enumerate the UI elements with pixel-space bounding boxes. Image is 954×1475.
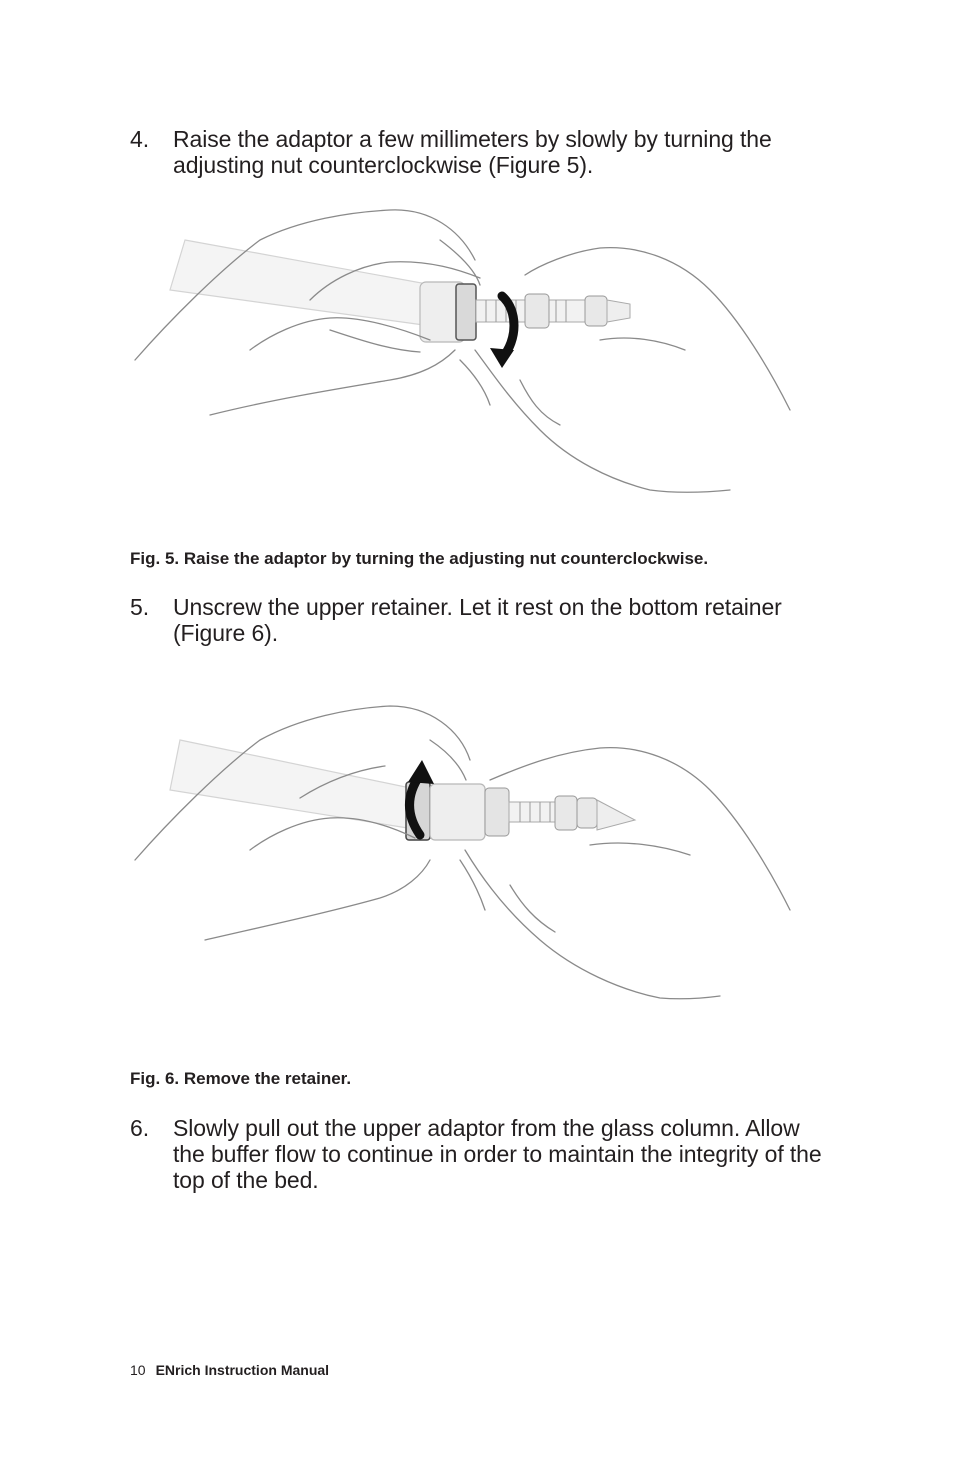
step-text: Raise the adaptor a few millimeters by slowly by turning the adjusting nut counterclockwise (Figure 5).	[173, 126, 772, 178]
page-footer	[130, 1362, 329, 1378]
step-4	[130, 126, 830, 178]
figure-5-caption: Fig. 5. Raise the adaptor by turning the adjusting nut counterclockwise.	[130, 549, 709, 568]
step-text: Unscrew the upper retainer. Let it rest on the bottom retainer (Figure 6).	[173, 594, 782, 646]
figure-6-caption: Fig. 6. Remove the retainer.	[130, 1069, 352, 1088]
hands-removing-retainer-illustration	[130, 700, 800, 1005]
step-5	[130, 594, 830, 646]
step-number: 5.	[130, 594, 149, 620]
page-number: 10	[130, 1362, 146, 1378]
hands-turning-nut-illustration	[130, 200, 800, 500]
step-number: 6.	[130, 1115, 149, 1141]
step-text: Slowly pull out the upper adaptor from the glass column. Allow the buffer flow to continue in order to maintain the integrity of the top of the bed.	[173, 1115, 822, 1193]
step-6	[130, 1115, 830, 1193]
step-number: 4.	[130, 126, 149, 152]
figure-5-illustration	[130, 200, 800, 505]
figure-6-illustration	[130, 700, 800, 1010]
manual-title: ENrich Instruction Manual	[155, 1362, 330, 1378]
